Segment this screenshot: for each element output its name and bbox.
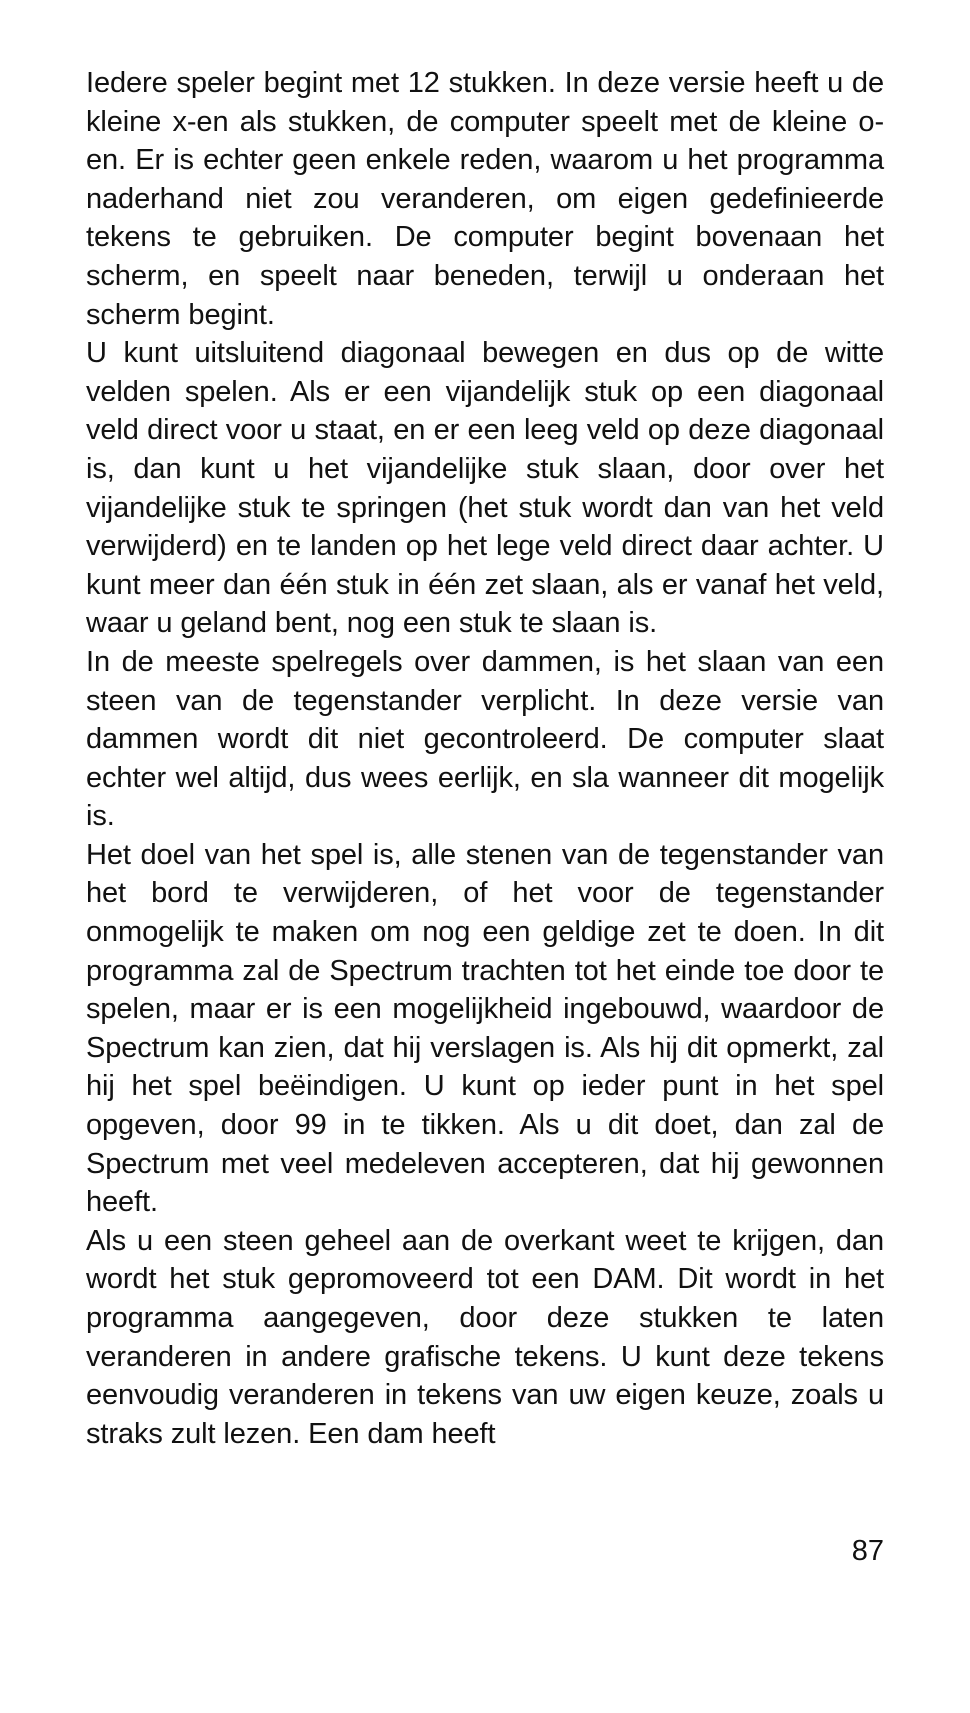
paragraph-goal: Het doel van het spel is, alle stenen van de tegenstander van het bord te verwijderen, of het voor de tegenstander onmogelijk te maken om nog een geldige zet te doen. In dit programma zal de Spectrum trachten tot het einde toe door te spelen, maar er is een mogelijkheid ingebouwd, waardoor de Spectrum kan zien, dat hij verslagen is. Als hij dit opmerkt, zal hij het spel beëindigen. U kunt op ieder punt in het spel opgeven, door 99 in te tikken. Als u dit doet, dan zal de Spectrum met veel medeleven accepteren, dat hij gewonnen heeft. [86,838,884,1219]
page-body [86,64,884,1453]
paragraph-movement: U kunt uitsluitend diagonaal bewegen en dus op de witte velden spelen. Als er een vijandelijk stuk op een diagonaal veld direct voor u staat, en er een leeg veld op deze diagonaal is, dan kunt u het vijandelijke stuk slaan, door over het vijandelijke stuk te springen (het stuk wordt dan van het veld verwijderd) en te landen op het lege veld direct daar achter. U kunt meer dan één stuk in één zet slaan, als er vanaf het veld, waar u geland bent, nog een stuk te slaan is. [86,337,884,640]
paragraph-capture-rule: In de meeste spelregels over dammen, is het slaan van een steen van de tegenstander verplicht. In deze versie van dammen wordt dit niet gecontroleerd. De computer slaat echter wel altijd, dus wees eerlijk, en sla wanneer dit mogelijk is. [86,645,884,833]
paragraph-pieces: Iedere speler begint met 12 stukken. In deze versie heeft u de kleine x-en als stukken, de computer speelt met de kleine o-en. Er is echter geen enkele reden, waarom u het programma naderhand niet zou veranderen, om eigen gedefinieerde tekens te gebruiken. De computer begint bovenaan het scherm, en speelt naar beneden, terwijl u onderaan het scherm begint. [86,67,884,331]
page-number: 87 [851,1535,884,1567]
paragraph-promotion: Als u een steen geheel aan de overkant weet te krijgen, dan wordt het stuk gepromoveerd tot een DAM. Dit wordt in het programma aangegeven, door deze stukken te laten veranderen in andere grafische tekens. U kunt deze tekens eenvoudig veranderen in tekens van uw eigen keuze, zoals u straks zult lezen. Een dam heeft [86,1224,884,1450]
